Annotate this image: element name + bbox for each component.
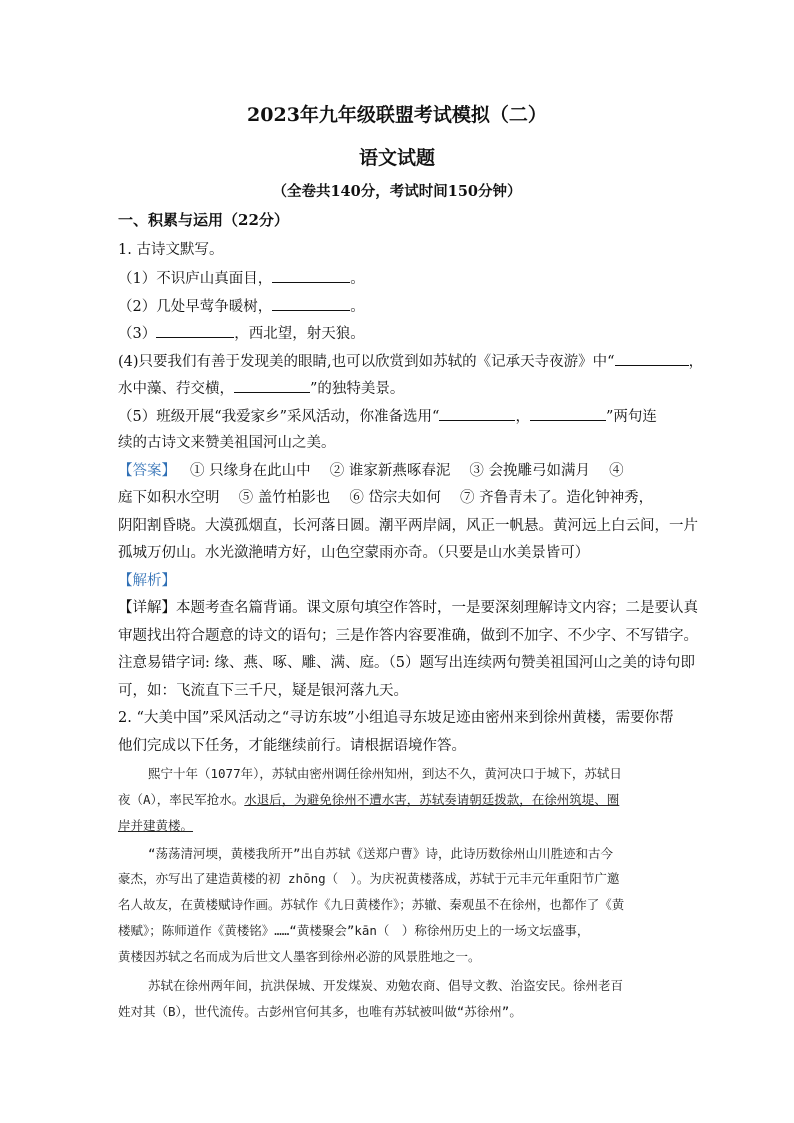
q1-item-3-end: ，西北望，射天狼。 — [234, 326, 365, 342]
question-2-line-1: 2. “大美中国”采风活动之“寻访东坡”小组追寻东坡足迹由密州来到徐州黄楼，需要你帮 — [118, 710, 674, 726]
answer-line-4: 孤城万仞山。水光潋滟晴方好，山色空蒙雨亦奇。（只要是山水美景皆可） — [118, 545, 590, 561]
section-heading: 一、积累与运用（22分） — [118, 211, 289, 229]
q1-item-5-line-1 — [118, 406, 657, 427]
passage-p2-line-1: “荡荡清河堧，黄楼我所开”出自苏轼《送郑户曹》诗，此诗历数徐州山川胜迹和古今 — [148, 846, 614, 861]
answer-blank — [615, 351, 689, 366]
q1-item-3 — [118, 323, 365, 344]
q1-item-4-text-2: 水中藻、荇交横， — [118, 381, 234, 397]
question-2-line-2: 他们完成以下任务，才能继续前行。请根据语境作答。 — [118, 738, 466, 754]
q1-item-5-sep: ， — [515, 409, 530, 425]
detail-label: 【详解】 — [118, 600, 176, 616]
q1-item-1 — [118, 268, 365, 289]
answer-label: 【答案】 — [118, 463, 176, 479]
answer-blank — [272, 296, 350, 311]
passage-p1-text: 夜（A），率民军抢水。 — [118, 792, 245, 807]
passage-p3-line-1: 苏轼在徐州两年间，抗洪保城、开发煤炭、劝勉农商、倡导文教、治盗安民。徐州老百 — [148, 978, 624, 993]
answer-blank — [530, 406, 606, 421]
answer-line-2: 庭下如积水空明 ⑤ 盖竹柏影也 ⑥ 岱宗夫如何 ⑦ 齐鲁青未了。造化钟神秀， — [118, 490, 654, 506]
q1-item-1-text: （1）不识庐山真面目， — [118, 271, 273, 287]
answer-line-3: 阴阳割昏晓。大漠孤烟直，长河落日圆。潮平两岸阔，风正一帆悬。黄河远上白云间，一片 — [118, 518, 698, 534]
q1-item-4-sep: ， — [688, 354, 704, 370]
q1-item-1-end: 。 — [350, 271, 365, 287]
q1-item-4-text: (4)只要我们有善于发现美的眼睛,也可以欣赏到如苏轼的《记承天寺夜游》中“ — [118, 354, 615, 370]
question-1-stem: 1. 古诗文默写。 — [118, 242, 224, 258]
passage-p1-line-1: 熙宁十年（1077年），苏轼由密州调任徐州知州，到达不久，黄河决口于城下，苏轼日 — [148, 766, 622, 781]
q1-item-4-line-2 — [118, 378, 404, 399]
passage-p1-line-3: 岸并建黄楼。 — [118, 818, 194, 833]
answer-text-1: ① 只缘身在此山中 ② 谁家新燕啄春泥 ③ 会挽雕弓如满月 ④ — [190, 463, 624, 479]
analysis-text-1: 本题考查名篇背诵。课文原句填空作答时，一是要深刻理解诗文内容；二是要认真 — [176, 600, 698, 616]
passage-p2-line-3: 名人故友，在黄楼赋诗作画。苏轼作《九日黄楼作》；苏辙、秦观虽不在徐州，也都作了《黄 — [118, 897, 625, 912]
exam-title: 2023年九年级联盟考试模拟（二） — [247, 104, 547, 126]
exam-info: （全卷共140分，考试时间150分钟） — [272, 183, 522, 200]
q1-item-3-text: （3） — [118, 326, 157, 342]
q1-item-2 — [118, 296, 365, 317]
underlined-sentence: 水退后，为避免徐州不遭水害，苏轼奏请朝廷拨款，在徐州筑堤、圈 — [244, 792, 620, 807]
subject-title: 语文试题 — [358, 147, 435, 169]
q1-item-4-line-1 — [118, 351, 703, 372]
answer-blank — [234, 378, 310, 393]
q1-item-2-end: 。 — [350, 299, 365, 315]
answer-blank — [439, 406, 515, 421]
passage-p3-line-2: 姓对其（B），世代流传。古彭州官何其多，也唯有苏轼被叫做“苏徐州”。 — [118, 1004, 522, 1019]
passage-p2-line-4: 楼赋》；陈师道作《黄楼铭》……“黄楼聚会”kān（ ）称徐州历史上的一场文坛盛事， — [118, 923, 590, 938]
answer-blank — [272, 268, 350, 283]
q1-item-2-text: （2）几处早莺争暖树， — [118, 299, 273, 315]
analysis-line-1 — [118, 598, 698, 618]
q1-item-4-end: ”的独特美景。 — [310, 381, 405, 397]
analysis-line-4: 可，如：飞流直下三千尺，疑是银河落九天。 — [118, 683, 408, 699]
passage-p2-line-5: 黄楼因苏轼之名而成为后世文人墨客到徐州必游的风景胜地之一。 — [118, 949, 481, 964]
answer-blank — [156, 323, 234, 338]
q1-item-5-text: （5）班级开展“我爱家乡”采风活动，你准备选用“ — [118, 409, 440, 425]
analysis-label: 【解析】 — [118, 573, 176, 589]
passage-p1-line-2 — [118, 790, 678, 810]
answer-line-1 — [118, 461, 624, 481]
passage-p2-line-2: 豪杰，亦写出了建造黄楼的初 zhōng（ ）。为庆祝黄楼落成，苏轼于元丰元年重阳节广邀 — [118, 871, 620, 886]
analysis-line-3: 注意易错字词: 缘、燕、啄、雕、满、庭。（5）题写出连续两句赞美祖国河山之美的诗句即 — [118, 655, 695, 671]
q1-item-5-line-2: 续的古诗文来赞美祖国河山之美。 — [118, 435, 336, 451]
analysis-line-2: 审题找出符合题意的诗文的语句；三是作答内容要准确，做到不加字、不少字、不写错字。 — [118, 628, 698, 644]
q1-item-5-end: ”两句连 — [605, 409, 657, 425]
